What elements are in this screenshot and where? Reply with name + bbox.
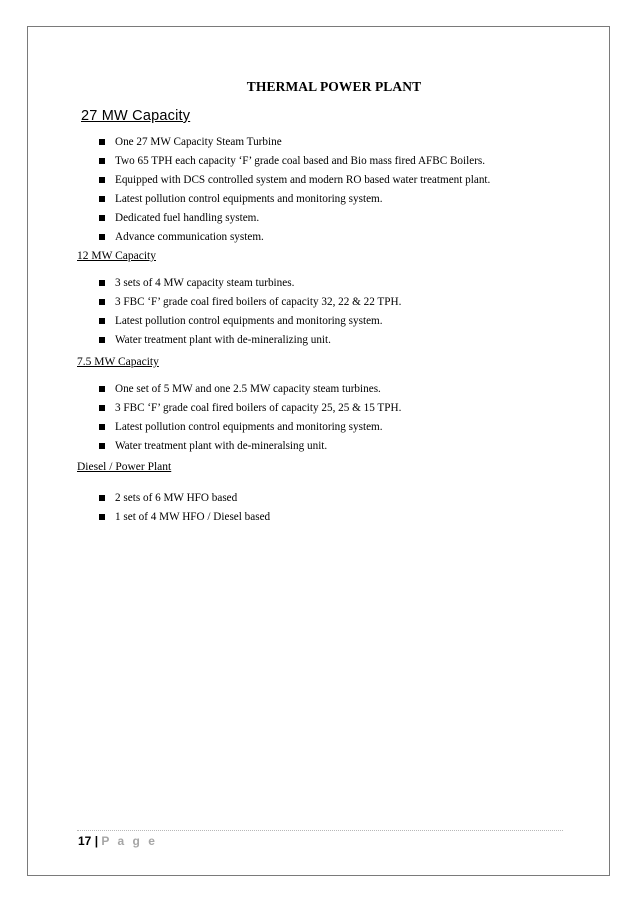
list-item-text: 3 FBC ‘F’ grade coal fired boilers of capacity 32, 22 & 22 TPH. — [115, 296, 402, 308]
list-item-text: One set of 5 MW and one 2.5 MW capacity steam turbines. — [115, 383, 381, 395]
list-item-text: 3 FBC ‘F’ grade coal fired boilers of capacity 25, 25 & 15 TPH. — [115, 402, 402, 414]
section-heading-diesel: Diesel / Power Plant — [77, 461, 172, 473]
bullet-square-icon — [99, 139, 105, 145]
bullet-square-icon — [99, 443, 105, 449]
page-label: P a g e — [101, 834, 158, 848]
list-item-text: Equipped with DCS controlled system and modern RO based water treatment plant. — [115, 174, 491, 186]
bullet-square-icon — [99, 318, 105, 324]
section-heading-27mw: 27 MW Capacity — [81, 108, 191, 124]
list-item-text: Dedicated fuel handling system. — [115, 212, 260, 224]
footer-separator: | — [94, 834, 99, 848]
bullet-square-icon — [99, 280, 105, 286]
list-item-text: 1 set of 4 MW HFO / Diesel based — [115, 511, 271, 523]
list-item-text: One 27 MW Capacity Steam Turbine — [115, 136, 282, 148]
bullet-square-icon — [99, 424, 105, 430]
bullet-square-icon — [99, 158, 105, 164]
bullet-square-icon — [99, 215, 105, 221]
list-item-text: Two 65 TPH each capacity ‘F’ grade coal based and Bio mass fired AFBC Boilers. — [115, 155, 486, 167]
list-item-text: Advance communication system. — [115, 231, 264, 243]
document-title-text: THERMAL POWER PLANT — [246, 79, 422, 94]
section-heading-12mw: 12 MW Capacity — [77, 250, 156, 262]
page-footer — [78, 834, 157, 848]
bullet-square-icon — [99, 337, 105, 343]
bullet-square-icon — [99, 177, 105, 183]
page-number: 17 — [78, 834, 92, 848]
footer-divider — [77, 830, 563, 831]
bullet-square-icon — [99, 386, 105, 392]
list-item-text: Latest pollution control equipments and monitoring system. — [115, 421, 383, 433]
section-heading-7-5mw: 7.5 MW Capacity — [77, 356, 159, 368]
list-item-text: 3 sets of 4 MW capacity steam turbines. — [115, 277, 295, 289]
bullet-square-icon — [99, 234, 105, 240]
bullet-square-icon — [99, 196, 105, 202]
bullet-square-icon — [99, 495, 105, 501]
bullet-square-icon — [99, 405, 105, 411]
bullet-square-icon — [99, 299, 105, 305]
document-title — [0, 79, 638, 95]
list-item-text: Latest pollution control equipments and monitoring system. — [115, 193, 383, 205]
bullet-square-icon — [99, 514, 105, 520]
list-item-text: 2 sets of 6 MW HFO based — [115, 492, 238, 504]
list-item-text: Water treatment plant with de-mineralizing unit. — [115, 334, 331, 346]
list-item-text: Latest pollution control equipments and monitoring system. — [115, 315, 383, 327]
list-item-text: Water treatment plant with de-mineralsing unit. — [115, 440, 328, 452]
